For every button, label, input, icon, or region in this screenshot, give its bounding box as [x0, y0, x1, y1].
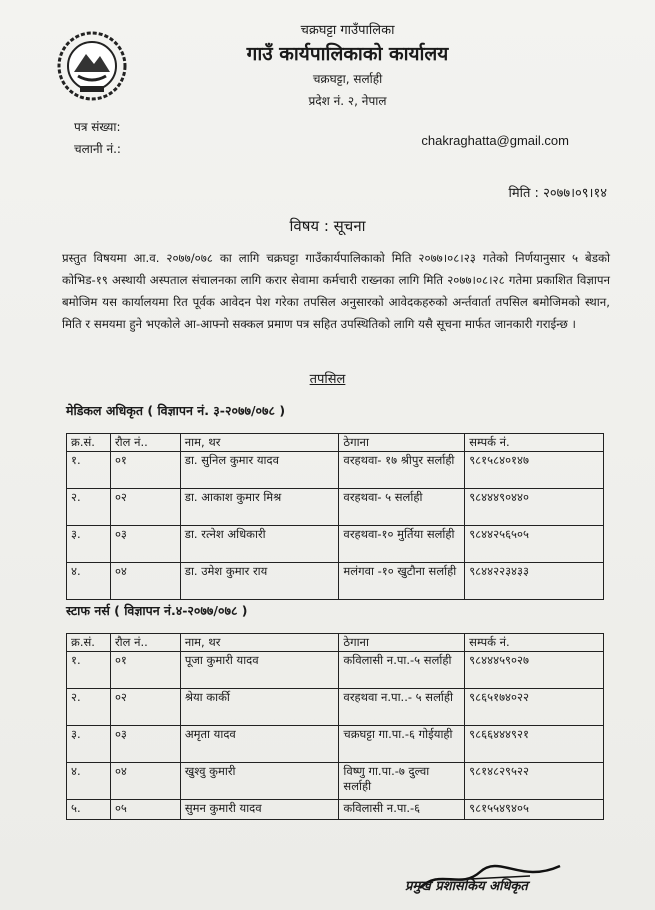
table-row	[67, 526, 604, 563]
cell-sn: ३.	[67, 526, 111, 563]
cell-name: पूजा कुमारी यादव	[180, 652, 339, 689]
table-row	[67, 563, 604, 600]
cell-roll: ०१	[110, 452, 180, 489]
col-sn: क्र.सं.	[67, 634, 111, 652]
cell-contact: ९८१५८४०१४७	[465, 452, 604, 489]
cell-contact: ९८४४४५९०२७	[465, 652, 604, 689]
table-row	[67, 452, 604, 489]
col-address: ठेगाना	[339, 634, 465, 652]
cell-name: श्रेया कार्की	[180, 689, 339, 726]
chalani-label: चलानी नं.:	[74, 142, 121, 156]
cell-roll: ०५	[110, 800, 180, 820]
tapsil-heading: तपसिल	[309, 372, 346, 387]
cell-address: कविलासी न.पा.-५ सर्लाही	[339, 652, 465, 689]
section2-title: स्टाफ नर्स ( विज्ञापन नं.४-२०७७/०७८ )	[66, 603, 248, 618]
col-contact: सम्पर्क नं.	[465, 634, 604, 652]
staff-nurse-table	[66, 633, 604, 820]
cell-address: विष्णु गा.पा.-७ दुल्वा सर्लाही	[339, 763, 465, 800]
cell-roll: ०४	[110, 563, 180, 600]
cell-contact: ९८६६४४४९२१	[465, 726, 604, 763]
col-address: ठेगाना	[339, 434, 465, 452]
cell-contact: ९८४४४९०४४०	[465, 489, 604, 526]
cell-address: चक्रघट्टा गा.पा.-६ गोईयाही	[339, 726, 465, 763]
table-row	[67, 489, 604, 526]
cell-roll: ०२	[110, 489, 180, 526]
col-sn: क्र.सं.	[67, 434, 111, 452]
cell-address: वरहथवा- ५ सर्लाही	[339, 489, 465, 526]
table-row	[67, 689, 604, 726]
cell-address: मलंगवा -१० खुटौना सर्लाही	[339, 563, 465, 600]
table-row	[67, 726, 604, 763]
cell-name: अमृता यादव	[180, 726, 339, 763]
cell-roll: ०२	[110, 689, 180, 726]
cell-sn: ५.	[67, 800, 111, 820]
col-name: नाम, थर	[180, 634, 339, 652]
medical-officer-table	[66, 433, 604, 600]
cell-address: वरहथवा-१० मुर्तिया सर्लाही	[339, 526, 465, 563]
cell-address: वरहथवा न.पा..- ५ सर्लाही	[339, 689, 465, 726]
cell-name: डा. उमेश कुमार राय	[180, 563, 339, 600]
cell-name: सुमन कुमारी यादव	[180, 800, 339, 820]
cell-contact: ९८४४२५६५०५	[465, 526, 604, 563]
cell-roll: ०३	[110, 526, 180, 563]
cell-name: डा. आकाश कुमार मिश्र	[180, 489, 339, 526]
section1-title: मेडिकल अधिकृत ( विज्ञापन नं. ३-२०७७/०७८ )	[66, 403, 286, 418]
signatory-title: प्रमुख प्रशासकिय अधिकृत	[405, 879, 528, 894]
cell-sn: १.	[67, 652, 111, 689]
cell-contact: ९८१४८२९५२२	[465, 763, 604, 800]
cell-contact: ९८६५१७४०२२	[465, 689, 604, 726]
notice-body: प्रस्तुत विषयमा आ.व. २०७७/०७८ का लागि चक्रघट्टा गाउँकार्यपालिकाको मिति २०७७।०८।२३ गतेको निर्णयानुसार ५ बेडको कोभिड-१९ अस्थायी अस्पताल संचालनका लागि करार सेवामा कर्मचारी राख्नका लागि मिति २०७७।०८।२८ गतेमा प्रकाशित विज्ञापन बमोजिम यस कार्यालयमा रित पूर्वक आवेदन पेश गरेका तपसिल अनुसारको आवेदकहरुको अर्न्तवार्ता तपसिल बमोजिमको स्थान, मिति र समयमा हुने भएकोले आ-आफ्नो सक्कल प्रमाण पत्र सहित उपस्थितिको लागि यसै सूचना मार्फत जानकारी गराईन्छ ।	[62, 251, 610, 331]
cell-roll: ०१	[110, 652, 180, 689]
cell-contact: ९८४४२२३४३३	[465, 563, 604, 600]
cell-address: कविलासी न.पा.-६	[339, 800, 465, 820]
table-row	[67, 800, 604, 820]
cell-name: खुश्वु कुमारी	[180, 763, 339, 800]
cell-sn: १.	[67, 452, 111, 489]
cell-sn: २.	[67, 689, 111, 726]
cell-name: डा. सुनिल कुमार यादव	[180, 452, 339, 489]
col-name: नाम, थर	[180, 434, 339, 452]
cell-contact: ९८१५५४९४०५	[465, 800, 604, 820]
cell-roll: ०३	[110, 726, 180, 763]
cell-sn: ४.	[67, 563, 111, 600]
table-header-row	[67, 634, 604, 652]
cell-sn: ३.	[67, 726, 111, 763]
table-header-row	[67, 434, 604, 452]
header-line-4: प्रदेश नं. २, नेपाल	[308, 94, 387, 108]
col-roll: रौल नं..	[110, 434, 180, 452]
cell-address: वरहथवा- १७ श्रीपुर सर्लाही	[339, 452, 465, 489]
email-address: chakraghatta@gmail.com	[421, 133, 569, 148]
header-line-3: चक्रघट्टा, सर्लाही	[312, 72, 383, 86]
cell-roll: ०४	[110, 763, 180, 800]
notice-subject: विषय : सूचना	[289, 217, 366, 235]
header-line-1: चक्रघट्टा गाउँपालिका	[300, 23, 395, 38]
notice-date: मिति : २०७७।०९।१४	[508, 186, 607, 201]
col-roll: रौल नं..	[110, 634, 180, 652]
cell-sn: २.	[67, 489, 111, 526]
header-office-title: गाउँ कार्यपालिकाको कार्यालय	[246, 43, 449, 65]
cell-sn: ४.	[67, 763, 111, 800]
table-row	[67, 763, 604, 800]
col-contact: सम्पर्क नं.	[465, 434, 604, 452]
cell-name: डा. रत्नेश अधिकारी	[180, 526, 339, 563]
table-row	[67, 652, 604, 689]
patra-sankhya-label: पत्र संख्या:	[74, 120, 121, 134]
